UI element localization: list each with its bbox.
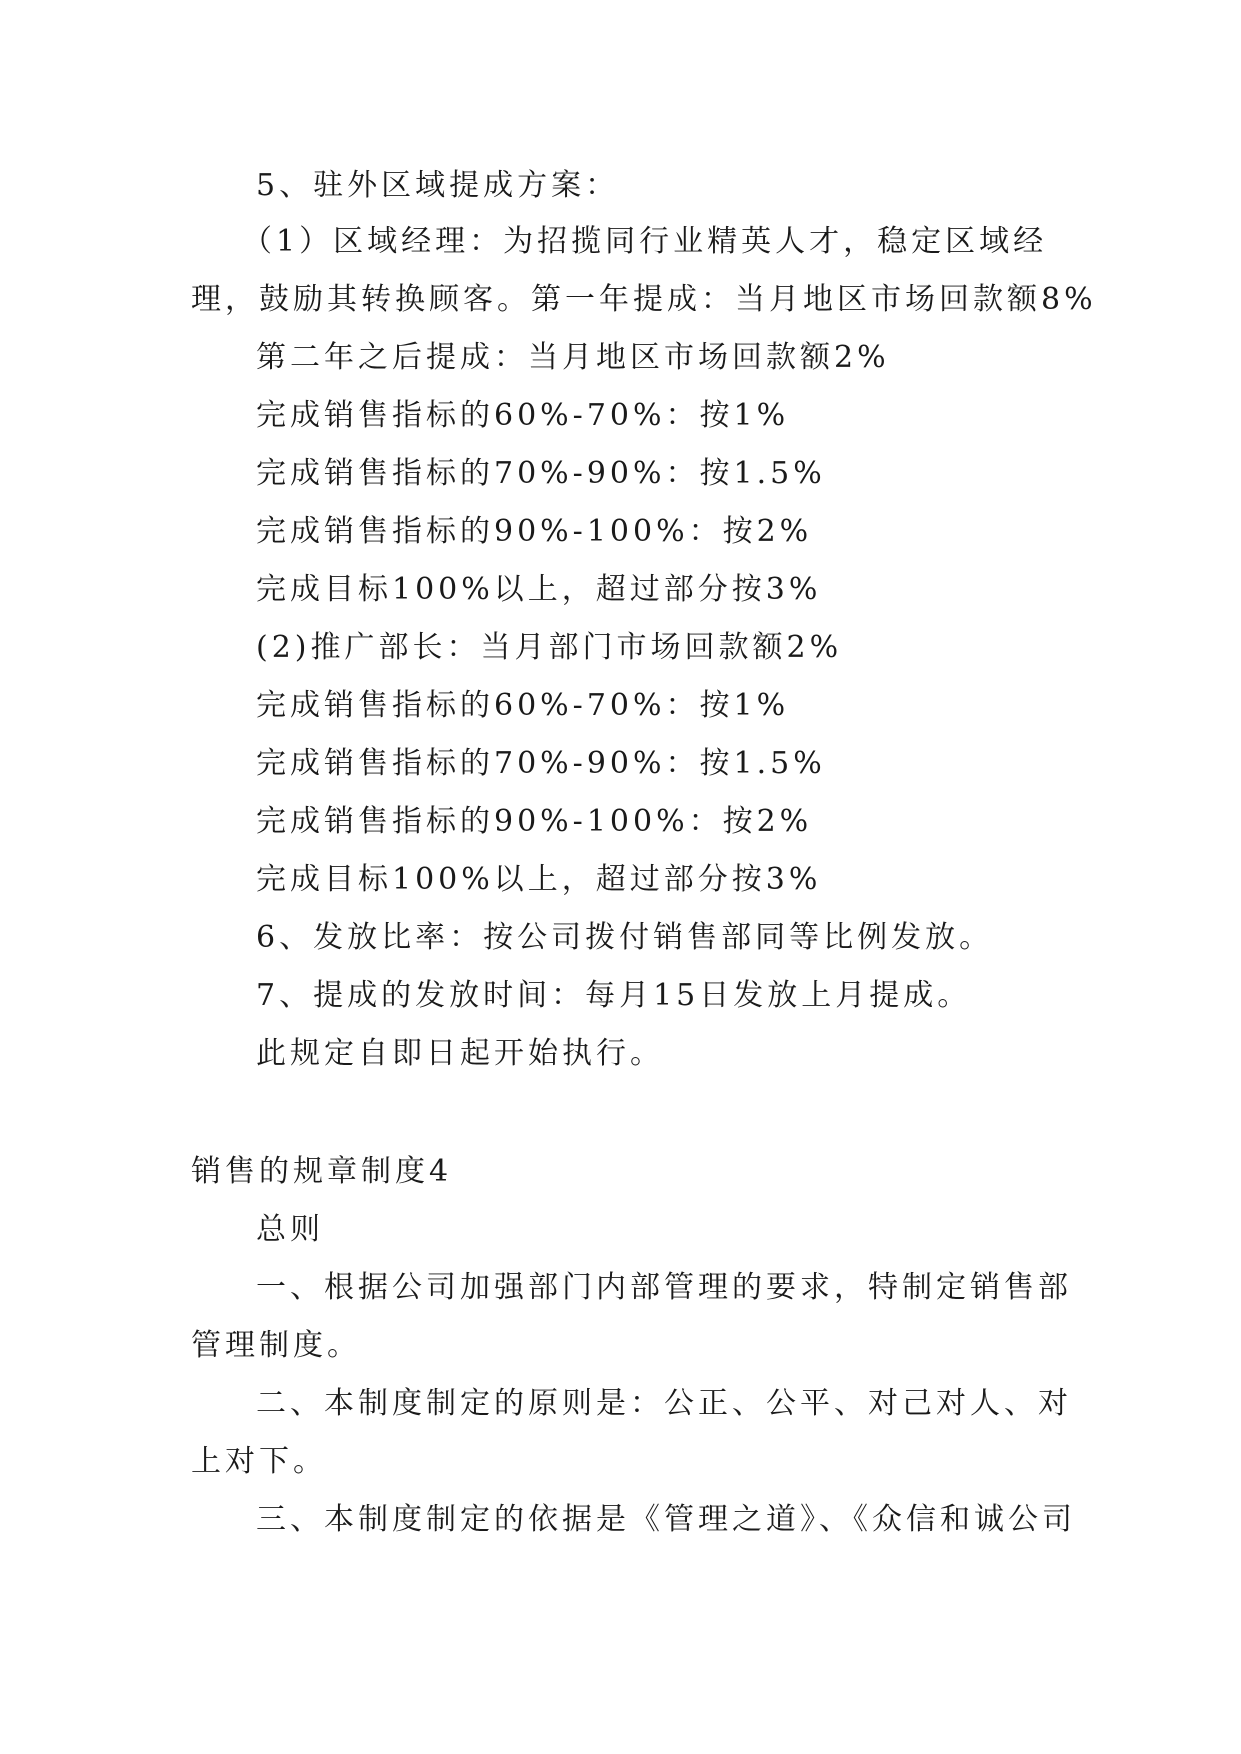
effective-statement: 此规定自即日起开始执行。 [256, 1036, 664, 1071]
article-2-line-2: 上对下。 [191, 1444, 327, 1479]
item-6-payout-ratio: 6、发放比率：按公司拨付销售部同等比例发放。 [256, 920, 994, 955]
section-title: 销售的规章制度4 [191, 1154, 453, 1189]
tier-70-90: 完成销售指标的70%-90%：按1.5% [256, 456, 826, 491]
promotion-minister-line: (2)推广部长：当月部门市场回款额2% [256, 630, 843, 665]
article-2-line-1: 二、本制度制定的原则是：公正、公平、对己对人、对 [256, 1386, 1072, 1421]
general-provisions-heading: 总则 [256, 1212, 324, 1247]
tier-60-70: 完成销售指标的60%-70%：按1% [256, 398, 790, 433]
item-5-heading: 5、驻外区域提成方案： [256, 168, 620, 203]
regional-manager-line-2: 理，鼓励其转换顾客。第一年提成：当月地区市场回款额8% [191, 282, 1097, 317]
article-1-line-2: 管理制度。 [191, 1328, 361, 1363]
article-1-line-1: 一、根据公司加强部门内部管理的要求，特制定销售部 [256, 1270, 1072, 1305]
tier-90-100-b: 完成销售指标的90%-100%：按2% [256, 804, 813, 839]
tier-60-70-b: 完成销售指标的60%-70%：按1% [256, 688, 790, 723]
tier-over-100-b: 完成目标100%以上，超过部分按3% [256, 862, 822, 897]
tier-over-100: 完成目标100%以上，超过部分按3% [256, 572, 822, 607]
regional-manager-line-1: （1）区域经理：为招揽同行业精英人才，稳定区域经 [242, 224, 1048, 259]
article-3-line-1: 三、本制度制定的依据是《管理之道》、《众信和诚公司 [256, 1502, 1076, 1537]
item-7-payout-time: 7、提成的发放时间：每月15日发放上月提成。 [256, 978, 972, 1013]
tier-70-90-b: 完成销售指标的70%-90%：按1.5% [256, 746, 826, 781]
tier-90-100: 完成销售指标的90%-100%：按2% [256, 514, 813, 549]
second-year-commission: 第二年之后提成：当月地区市场回款额2% [256, 340, 890, 375]
